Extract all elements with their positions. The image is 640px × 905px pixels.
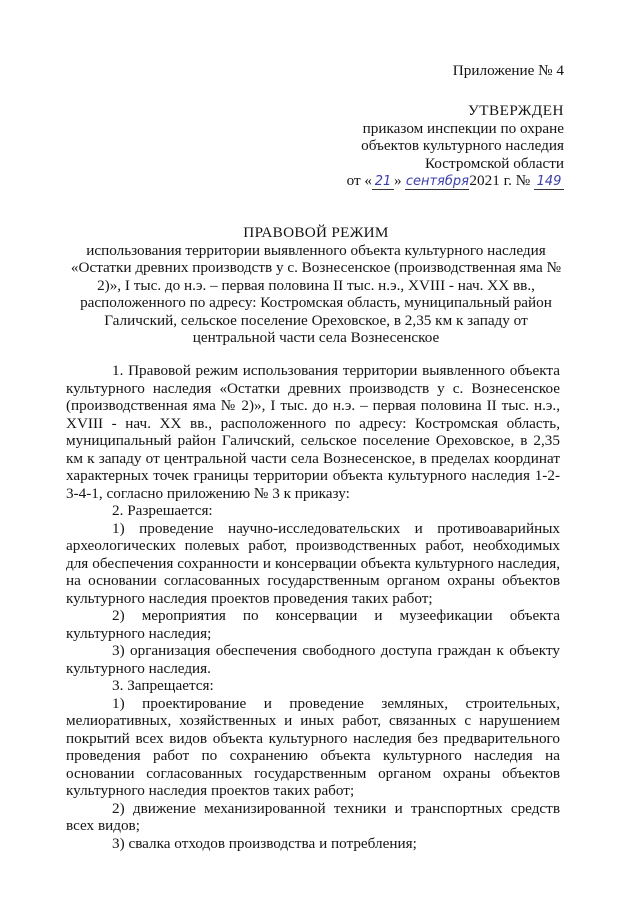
approved-title: УТВЕРЖДЕН xyxy=(467,102,564,119)
handwritten-day: 21 xyxy=(372,174,394,190)
paragraph-2: 2. Разрешается: xyxy=(112,502,213,519)
paragraph-2-item-3: 3) организация обеспечения свободного доступа граждан к объекту культурного наследия. xyxy=(66,642,560,677)
paragraph-3: 3. Запрещается: xyxy=(112,677,214,694)
order-line-3: Костромской области xyxy=(424,154,564,172)
order-line-1: приказом инспекции по охране xyxy=(362,119,564,137)
date-mid: » xyxy=(394,172,402,189)
heading-subtitle: использования территории выявленного объекта культурного наследия «Остатки древних производств у с. Вознесенское (производственная яма № 2)», I тыс. до н.э. – первая половина II тыс. н.э., XVIII - нач. XX вв., расположенного по адресу: Костромская область, муниципальный район Галичский, сельское поселение Ореховское, в 2,35 км к западу от центральной части села Вознесенское xyxy=(70,241,562,346)
paragraph-1: 1. Правовой режим использования территории выявленного объекта культурного наследия «Остатки древних производств у с. Вознесенское (производственная яма № 2)», I тыс. до н.э. – первая половина II тыс. н.э., XVIII - нач. XX вв., расположенного по адресу: Костромская область, муниципальный район Галичский, сельское поселение Ореховское, в 2,35 км к западу от центральной части села Вознесенское, в пределах координат характерных точек границы территории объекта культурного наследия 1-2-3-4-1, согласно приложению № 3 к приказу: xyxy=(66,362,560,502)
appendix-label: Приложение № 4 xyxy=(452,62,564,79)
paragraph-2-item-1: 1) проведение научно-исследовательских и противоаварийных археологических полевых работ, производственных работ, необходимых для обеспечения сохранности и консервации объекта культурного наследия, на основании согласованных государственным органом охраны объектов культурного наследия проектов проведения таких работ; xyxy=(66,519,560,607)
document-heading xyxy=(66,224,566,347)
date-year: 2021 г. № xyxy=(469,172,531,189)
approval-block xyxy=(347,102,564,190)
handwritten-month: сентября xyxy=(405,174,469,189)
document-body xyxy=(66,362,560,852)
order-line-2: объектов культурного наследия xyxy=(361,137,564,154)
paragraph-3-item-2: 2) движение механизированной техники и транспортных средств всех видов; xyxy=(66,799,560,834)
order-date-line xyxy=(347,172,564,190)
heading-title: ПРАВОВОЙ РЕЖИМ xyxy=(243,224,389,241)
paragraph-3-item-1: 1) проектирование и проведение земляных, строительных, мелиоративных, хозяйственных и иных работ, связанных с нарушением покрытий всех видов объекта культурного наследия без предварительного проведения работ по сохранению объекта культурного наследия на основании согласованных государственным органом охраны объектов культурного наследия проектов таких работ; xyxy=(66,694,560,799)
paragraph-3-item-3: 3) свалка отходов производства и потребления; xyxy=(112,834,417,852)
date-prefix: от « xyxy=(346,172,373,189)
handwritten-number: 149 xyxy=(534,174,564,190)
paragraph-2-item-2: 2) мероприятия по консервации и музеефикации объекта культурного наследия; xyxy=(66,607,560,642)
